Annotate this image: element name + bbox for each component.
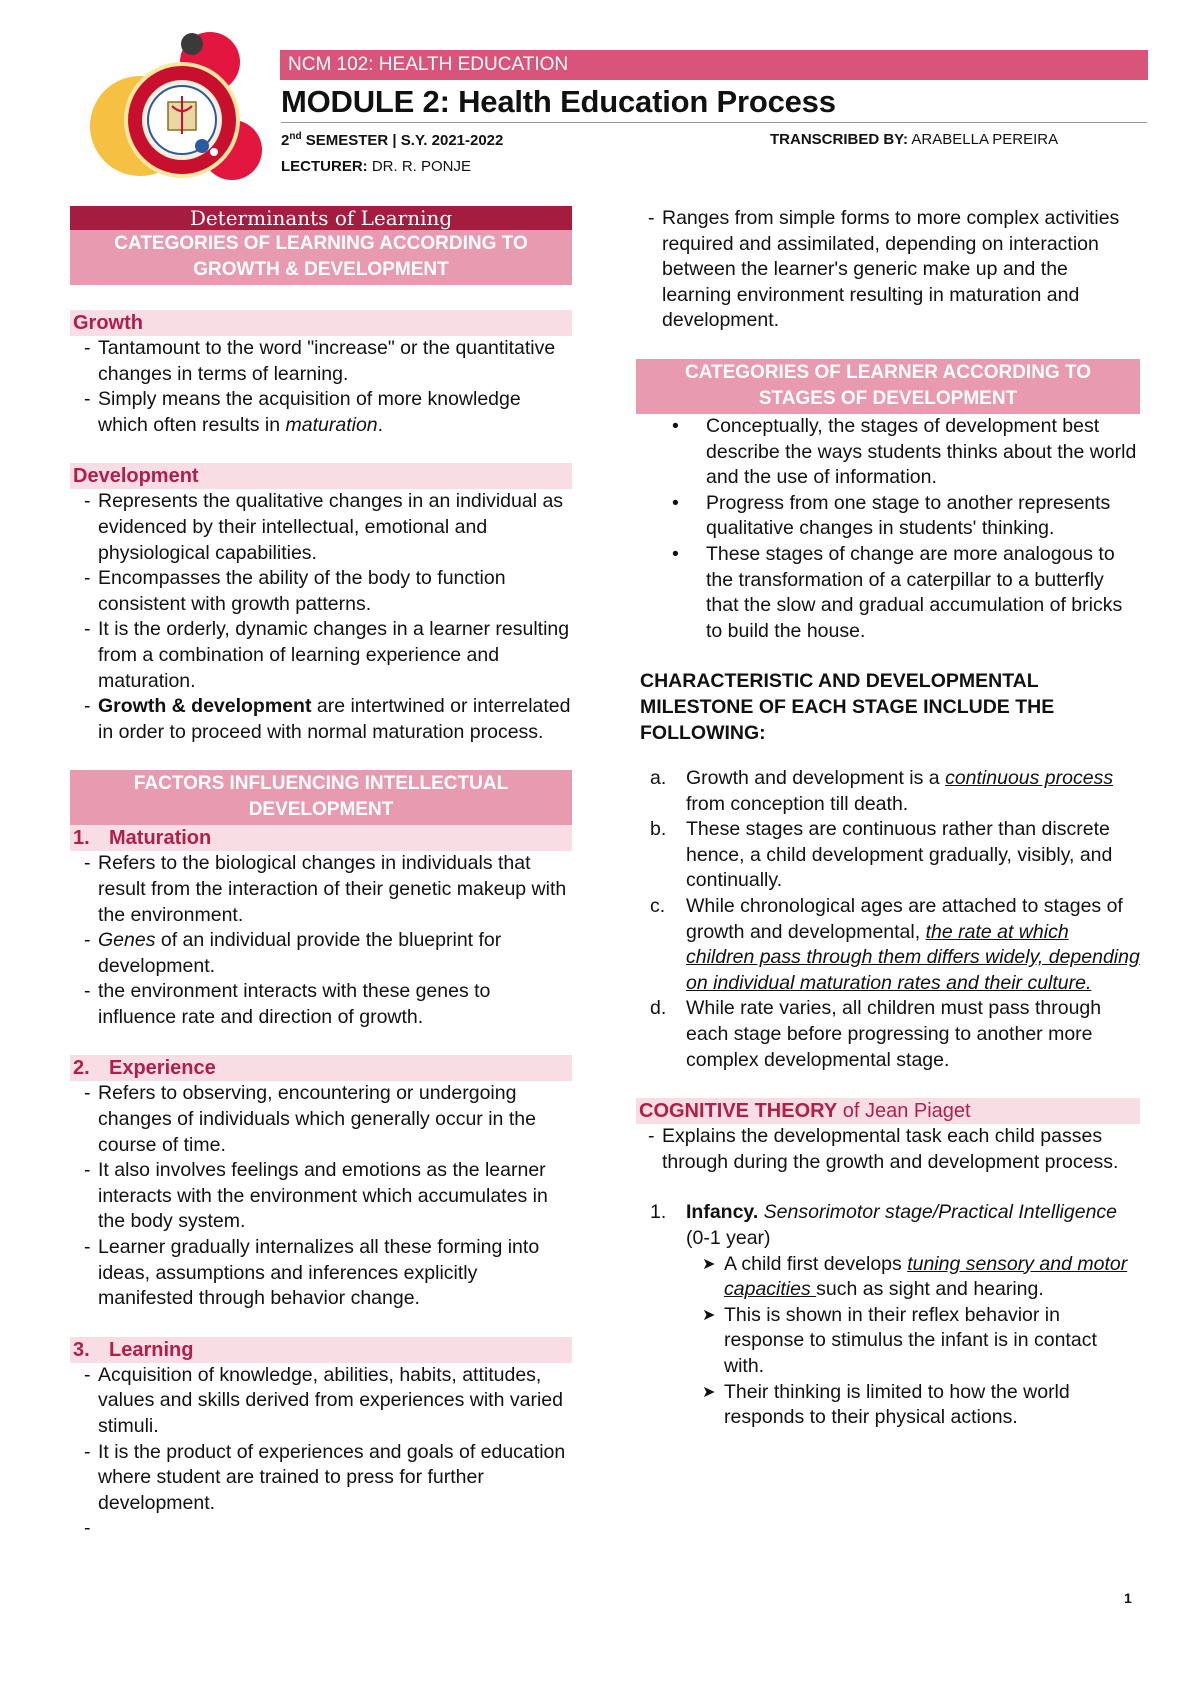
list-item	[70, 1516, 572, 1542]
page-number: 1	[1124, 1590, 1132, 1606]
cognitive-theory-heading: COGNITIVE THEORY of Jean Piaget	[636, 1098, 1140, 1124]
learning-heading: 3. Learning	[70, 1337, 572, 1363]
list-item: - Refers to the biological changes in individuals that result from the interaction of their genetic makeup with the environment.	[70, 851, 572, 928]
module-title: MODULE 2: Health Education Process	[281, 84, 836, 119]
list-item: - Growth & development are intertwined or interrelated in order to proceed with normal maturation process.	[70, 694, 572, 745]
arrow-bullet-icon: ➤	[702, 1306, 716, 1324]
growth-heading: Growth	[70, 310, 572, 336]
list-item: - Ranges from simple forms to more complex activities required and assimilated, depending on interaction between the learner's generic make up and the learning environment resulting in maturation and development.	[636, 206, 1140, 334]
title-divider	[281, 122, 1147, 123]
list-item: - Learner gradually internalizes all these forming into ideas, assumptions and inferences explicitly manifested through behavior change.	[70, 1235, 572, 1312]
list-item: - It also involves feelings and emotions as the learner interacts with the environment which accumulates in the body system.	[70, 1158, 572, 1235]
lecturer-info: LECTURER: DR. R. PONJE	[281, 158, 472, 175]
list-item: a. Growth and development is a continuous process from conception till death.	[650, 767, 1114, 815]
section-heading-determinants: Determinants of Learning	[70, 206, 572, 230]
categories-of-learning-box: CATEGORIES OF LEARNING ACCORDING TO GROWTH & DEVELOPMENT	[70, 230, 572, 285]
factors-box: FACTORS INFLUENCING INTELLECTUAL DEVELOPMENT	[70, 770, 572, 825]
list-item: ➤ Their thinking is limited to how the world responds to their physical actions.	[702, 1380, 1070, 1429]
list-item: - Represents the qualitative changes in an individual as evidenced by their intellectual, emotional and physiological capabilities.	[70, 489, 572, 566]
list-item: c. While chronological ages are attached to stages of growth and developmental, the rate at which children pass through them differs widely, depending on individual maturation rates and their culture.	[650, 895, 1140, 994]
list-item: ➤ This is shown in their reflex behavior in response to stimulus the infant is in contact with.	[702, 1303, 1097, 1377]
list-item: - Refers to observing, encountering or undergoing changes of individuals which generally occur in the course of time.	[70, 1081, 572, 1158]
list-item: - Simply means the acquisition of more knowledge which often results in maturation.	[70, 387, 572, 438]
list-item: • Progress from one stage to another represents qualitative changes in students' thinking.	[636, 491, 1140, 542]
categories-of-learner-box: CATEGORIES OF LEARNER ACCORDING TO STAGES OF DEVELOPMENT	[636, 359, 1140, 414]
list-item: - It is the product of experiences and goals of education where student are trained to press for further development.	[70, 1440, 572, 1517]
list-item: - Encompasses the ability of the body to function consistent with growth patterns.	[70, 566, 572, 617]
course-banner: NCM 102: HEALTH EDUCATION	[280, 50, 1148, 80]
left-column	[70, 206, 572, 1542]
right-column	[636, 206, 1140, 1431]
list-item: - Genes of an individual provide the blueprint for development.	[70, 928, 572, 979]
list-item: - It is the orderly, dynamic changes in a learner resulting from a combination of learning experience and maturation.	[70, 617, 572, 694]
semester-info: 2nd SEMESTER | S.Y. 2021-2022	[281, 131, 504, 149]
list-item: - Tantamount to the word "increase" or the quantitative changes in terms of learning.	[70, 336, 572, 387]
list-item: • These stages of change are more analogous to the transformation of a caterpillar to a butterfly that the slow and gradual accumulation of bricks to build the house.	[636, 542, 1140, 644]
arrow-bullet-icon: ➤	[702, 1383, 716, 1401]
arrow-bullet-icon: ➤	[702, 1255, 716, 1273]
list-item: - the environment interacts with these genes to influence rate and direction of growth.	[70, 979, 572, 1030]
list-item: d. While rate varies, all children must pass through each stage before progressing to another more complex developmental stage.	[650, 997, 1102, 1071]
college-seal-logo	[82, 30, 282, 200]
list-item: - Explains the developmental task each child passes through during the growth and development process.	[636, 1124, 1140, 1175]
list-item: b. These stages are continuous rather than discrete hence, a child development gradually, visibly, and continually.	[650, 818, 1113, 892]
list-item: - Acquisition of knowledge, abilities, habits, attitudes, values and skills derived from experiences with varied stimuli.	[70, 1363, 572, 1440]
list-item: ➤ A child first develops tuning sensory and motor capacities such as sight and hearing.	[702, 1252, 1128, 1301]
maturation-heading: 1. Maturation	[70, 825, 572, 851]
milestone-heading: CHARACTERISTIC AND DEVELOPMENTAL MILESTONE OF EACH STAGE INCLUDE THE FOLLOWING:	[640, 670, 1055, 744]
list-item: • Conceptually, the stages of development best describe the ways students thinks about the world and the use of information.	[636, 414, 1140, 491]
development-heading: Development	[70, 463, 572, 489]
stage-item: 1. Infancy. Sensorimotor stage/Practical Intelligence (0-1 year)	[650, 1201, 1118, 1249]
experience-heading: 2. Experience	[70, 1055, 572, 1081]
transcribed-by: TRANSCRIBED BY: ARABELLA PEREIRA	[770, 131, 1059, 148]
